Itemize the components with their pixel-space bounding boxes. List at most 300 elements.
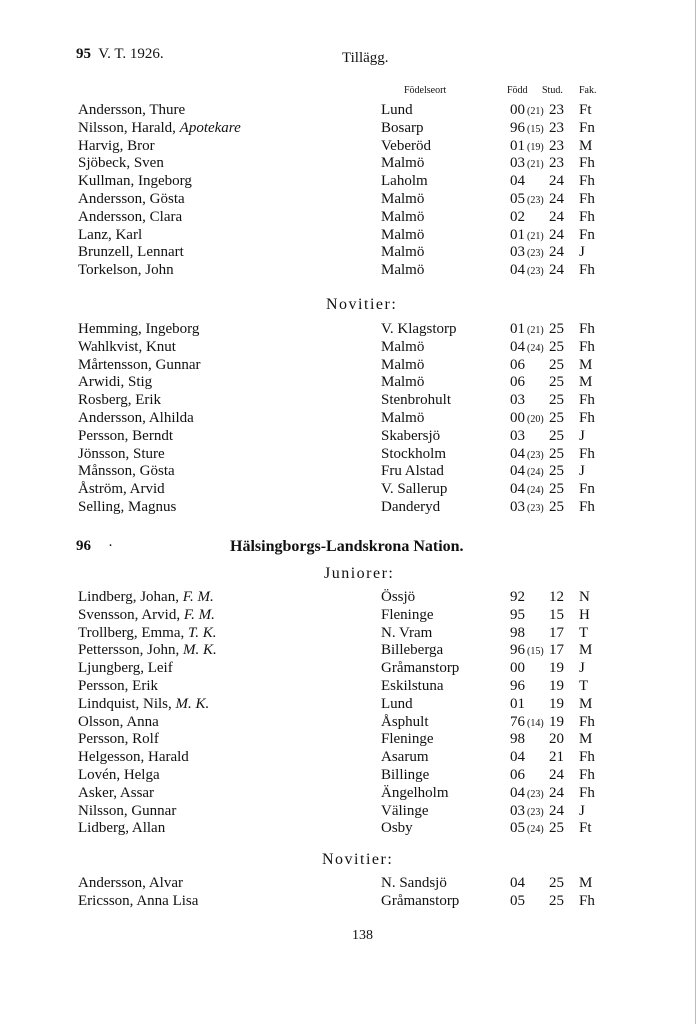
person-name <box>78 749 189 767</box>
faculty: Fh <box>579 155 595 172</box>
running-header <box>76 46 164 63</box>
birthplace: Malmö <box>381 338 425 355</box>
table-row <box>0 138 696 156</box>
name-text: Andersson, Thure <box>78 102 186 118</box>
birthplace: Osby <box>381 820 413 837</box>
person-name <box>78 499 176 517</box>
matriculation-prior: (23) <box>527 449 544 461</box>
person-title: Apotekare <box>179 119 241 136</box>
name-text: Andersson, Clara <box>78 208 183 225</box>
person-name <box>78 660 173 678</box>
table-row <box>0 678 696 696</box>
study-year: 17 <box>549 624 564 641</box>
person-title: M. K. <box>183 642 217 659</box>
person-name <box>78 893 198 911</box>
birthplace: Malmö <box>381 262 425 279</box>
faculty: Fh <box>579 498 595 515</box>
tillagg-list <box>0 102 696 280</box>
table-row <box>0 607 696 625</box>
birth-year: 04 <box>510 338 525 355</box>
name-text: Pettersson, John, <box>78 642 180 659</box>
table-row <box>0 660 696 678</box>
birthplace: Laholm <box>381 173 428 190</box>
faculty: M <box>579 137 593 154</box>
birthplace: Eskilstuna <box>381 677 444 694</box>
table-row <box>0 893 696 911</box>
name-text: Hemming, Ingeborg <box>78 321 200 337</box>
study-year: 25 <box>549 820 564 837</box>
table-row <box>0 392 696 410</box>
table-row <box>0 642 696 660</box>
study-year: 19 <box>549 713 564 730</box>
birthplace: V. Sallerup <box>381 481 448 498</box>
person-name <box>78 446 165 464</box>
faculty: M <box>579 875 593 891</box>
matriculation-prior: (23) <box>527 806 544 818</box>
table-row <box>0 321 696 339</box>
table-row <box>0 357 696 375</box>
birth-year: 06 <box>510 356 525 373</box>
matriculation-prior: (23) <box>527 788 544 800</box>
matriculation-prior: (24) <box>527 342 544 354</box>
study-year: 23 <box>549 102 564 118</box>
nation-dot: · <box>108 538 113 554</box>
birth-year: 05 <box>510 820 525 837</box>
name-text: Lindberg, Johan, <box>78 589 179 605</box>
header-running-title: V. T. 1926. <box>98 46 164 62</box>
study-year: 25 <box>549 498 564 515</box>
table-row <box>0 625 696 643</box>
birth-year: 05 <box>510 190 525 207</box>
birthplace: Malmö <box>381 244 425 261</box>
faculty: M <box>579 374 593 391</box>
matriculation-prior: (15) <box>527 646 544 658</box>
table-row <box>0 102 696 120</box>
nation-title: Hälsingborgs-Landskrona Nation. <box>230 538 464 555</box>
birth-year: 00 <box>510 660 525 677</box>
nation-number: 96 <box>76 538 91 554</box>
matriculation-prior: (24) <box>527 467 544 479</box>
table-row <box>0 374 696 392</box>
faculty: M <box>579 695 593 712</box>
study-year: 25 <box>549 321 564 337</box>
birthplace: Bosarp <box>381 119 424 136</box>
study-year: 25 <box>549 409 564 426</box>
birth-year: 76 <box>510 713 525 730</box>
faculty: J <box>579 427 585 444</box>
matriculation-prior: (20) <box>527 413 544 425</box>
table-row <box>0 481 696 499</box>
study-year: 24 <box>549 766 564 783</box>
name-text: Kullman, Ingeborg <box>78 173 192 190</box>
study-year: 23 <box>549 137 564 154</box>
name-text: Andersson, Alvar <box>78 875 183 891</box>
birth-year: 05 <box>510 892 525 909</box>
birthplace: Lund <box>381 695 413 712</box>
birth-year: 04 <box>510 749 525 766</box>
table-row <box>0 446 696 464</box>
table-row <box>0 209 696 227</box>
birth-year: 04 <box>510 445 525 462</box>
faculty: Fn <box>579 481 595 498</box>
study-year: 24 <box>549 190 564 207</box>
person-name <box>78 625 217 643</box>
faculty: J <box>579 463 585 480</box>
table-row <box>0 262 696 280</box>
birthplace: Malmö <box>381 226 425 243</box>
birthplace: Fru Alstad <box>381 463 444 480</box>
birth-year: 03 <box>510 244 525 261</box>
birth-year: 92 <box>510 589 525 605</box>
birth-year: 04 <box>510 481 525 498</box>
study-year: 25 <box>549 463 564 480</box>
person-name <box>78 244 184 262</box>
birthplace: Asarum <box>381 749 429 766</box>
faculty: M <box>579 642 593 659</box>
birthplace: Stenbrohult <box>381 392 451 409</box>
matriculation-prior: (21) <box>527 325 544 336</box>
study-year: 24 <box>549 173 564 190</box>
birth-year: 00 <box>510 102 525 118</box>
table-row <box>0 731 696 749</box>
person-name <box>78 767 160 785</box>
name-text: Persson, Rolf <box>78 731 159 748</box>
matriculation-prior: (24) <box>527 824 544 836</box>
name-text: Trollberg, Emma, <box>78 624 185 641</box>
table-row <box>0 227 696 245</box>
matriculation-prior: (15) <box>527 123 544 135</box>
table-row <box>0 785 696 803</box>
name-text: Lovén, Helga <box>78 766 160 783</box>
study-year: 17 <box>549 642 564 659</box>
study-year: 19 <box>549 660 564 677</box>
faculty: J <box>579 660 585 677</box>
birthplace: Malmö <box>381 155 425 172</box>
person-name <box>78 321 199 339</box>
name-text: Svensson, Arvid, <box>78 606 181 623</box>
birthplace: Gråmanstorp <box>381 660 460 677</box>
faculty: Fh <box>579 173 595 190</box>
matriculation-prior: (19) <box>527 141 544 153</box>
person-name <box>78 227 142 245</box>
name-text: Brunzell, Lennart <box>78 244 184 261</box>
birth-year: 98 <box>510 624 525 641</box>
name-text: Persson, Berndt <box>78 427 173 444</box>
table-row <box>0 875 696 893</box>
study-year: 23 <box>549 155 564 172</box>
study-year: 24 <box>549 802 564 819</box>
birth-year: 04 <box>510 875 525 891</box>
birthplace: Gråmanstorp <box>381 892 460 909</box>
birth-year: 03 <box>510 802 525 819</box>
birth-year: 98 <box>510 731 525 748</box>
study-year: 25 <box>549 374 564 391</box>
study-year: 25 <box>549 338 564 355</box>
person-name <box>78 138 155 156</box>
person-name <box>78 875 183 893</box>
table-row <box>0 191 696 209</box>
person-name <box>78 392 161 410</box>
birthplace: Danderyd <box>381 498 441 515</box>
faculty: J <box>579 244 585 261</box>
table-row <box>0 120 696 138</box>
faculty: Fn <box>579 226 595 243</box>
birth-year: 95 <box>510 606 525 623</box>
name-text: Mårtensson, Gunnar <box>78 356 201 373</box>
study-year: 24 <box>549 226 564 243</box>
person-name <box>78 803 176 821</box>
table-row <box>0 410 696 428</box>
table-row <box>0 589 696 607</box>
matriculation-prior: (21) <box>527 230 544 242</box>
person-name <box>78 731 159 749</box>
birth-year: 06 <box>510 766 525 783</box>
study-year: 15 <box>549 606 564 623</box>
matriculation-prior: (14) <box>527 717 544 729</box>
name-text: Sjöbeck, Sven <box>78 155 164 172</box>
birthplace: V. Klagstorp <box>381 321 457 337</box>
faculty: T <box>579 677 589 694</box>
novitier-heading-2: Novitier: <box>322 851 394 868</box>
person-name <box>78 374 152 392</box>
person-name <box>78 262 174 280</box>
birth-year: 04 <box>510 463 525 480</box>
table-row <box>0 499 696 517</box>
person-name <box>78 120 241 138</box>
name-text: Selling, Magnus <box>78 498 177 515</box>
study-year: 24 <box>549 244 564 261</box>
person-title: M. K. <box>175 695 210 712</box>
table-row <box>0 749 696 767</box>
person-name <box>78 155 164 173</box>
matriculation-prior: (21) <box>527 159 544 171</box>
faculty: T <box>579 624 589 641</box>
birthplace: Billeberga <box>381 642 444 659</box>
person-name <box>78 714 159 732</box>
birth-year: 03 <box>510 427 525 444</box>
person-name <box>78 589 214 607</box>
birthplace: Fleninge <box>381 731 434 748</box>
birthplace: Malmö <box>381 356 425 373</box>
page-number: 138 <box>352 928 373 943</box>
novitier-list-2 <box>0 875 696 911</box>
person-name <box>78 102 185 120</box>
table-row <box>0 463 696 481</box>
matriculation-prior: (21) <box>527 106 544 117</box>
faculty: N <box>579 589 590 605</box>
juniorer-heading: Juniorer: <box>324 565 395 582</box>
birth-year: 03 <box>510 498 525 515</box>
faculty: Fh <box>579 784 595 801</box>
col-label-place: Födelseort <box>404 85 447 96</box>
name-text: Jönsson, Sture <box>78 445 165 462</box>
name-text: Andersson, Alhilda <box>78 409 194 426</box>
study-year: 25 <box>549 427 564 444</box>
name-text: Nilsson, Harald, <box>78 119 176 136</box>
name-text: Persson, Erik <box>78 677 158 694</box>
birthplace: Malmö <box>381 208 425 225</box>
table-row <box>0 428 696 446</box>
name-text: Åström, Arvid <box>78 481 165 498</box>
name-text: Harvig, Bror <box>78 137 155 154</box>
study-year: 19 <box>549 677 564 694</box>
col-label-stud: Stud. <box>542 85 563 96</box>
birthplace: N. Vram <box>381 624 433 641</box>
novitier-list-1 <box>0 321 696 517</box>
birth-year: 01 <box>510 321 525 337</box>
study-year: 25 <box>549 481 564 498</box>
person-name <box>78 785 154 803</box>
birth-year: 06 <box>510 374 525 391</box>
birthplace: Skabersjö <box>381 427 441 444</box>
person-name <box>78 642 217 660</box>
table-row <box>0 714 696 732</box>
faculty: Fh <box>579 208 595 225</box>
novitier-heading-1: Novitier: <box>326 296 398 313</box>
faculty: Fh <box>579 445 595 462</box>
birthplace: Veberöd <box>381 137 431 154</box>
study-year: 23 <box>549 119 564 136</box>
name-text: Andersson, Gösta <box>78 190 185 207</box>
name-text: Lindquist, Nils, <box>78 695 172 712</box>
birthplace: Välinge <box>381 802 429 819</box>
study-year: 25 <box>549 875 564 891</box>
name-text: Rosberg, Erik <box>78 392 162 409</box>
birthplace: N. Sandsjö <box>381 875 447 891</box>
faculty: M <box>579 731 593 748</box>
birthplace: Lund <box>381 102 413 118</box>
person-name <box>78 209 182 227</box>
birth-year: 02 <box>510 208 525 225</box>
name-text: Olsson, Anna <box>78 713 159 730</box>
table-row <box>0 767 696 785</box>
faculty: Fh <box>579 190 595 207</box>
col-label-fak: Fak. <box>579 85 597 96</box>
table-row <box>0 244 696 262</box>
birthplace: Malmö <box>381 409 425 426</box>
faculty: J <box>579 802 585 819</box>
study-year: 24 <box>549 262 564 279</box>
faculty: Fh <box>579 749 595 766</box>
faculty: M <box>579 356 593 373</box>
table-row <box>0 820 696 838</box>
matriculation-prior: (23) <box>527 266 544 278</box>
faculty: Fh <box>579 409 595 426</box>
page-title: Tillägg. <box>342 50 389 66</box>
faculty: H <box>579 606 590 623</box>
name-text: Arwidi, Stig <box>78 374 153 391</box>
name-text: Helgesson, Harald <box>78 749 189 766</box>
faculty: Fh <box>579 892 595 909</box>
birthplace: Billinge <box>381 766 430 783</box>
person-name <box>78 820 165 838</box>
birth-year: 04 <box>510 784 525 801</box>
birthplace: Malmö <box>381 190 425 207</box>
study-year: 24 <box>549 784 564 801</box>
birth-year: 01 <box>510 137 525 154</box>
person-name <box>78 357 200 375</box>
birthplace: Stockholm <box>381 445 447 462</box>
juniorer-list <box>0 589 696 838</box>
birthplace: Ängelholm <box>381 784 449 801</box>
person-name <box>78 678 158 696</box>
table-row <box>0 803 696 821</box>
faculty: Fh <box>579 392 595 409</box>
faculty: Fh <box>579 766 595 783</box>
name-text: Månsson, Gösta <box>78 463 175 480</box>
study-year: 25 <box>549 892 564 909</box>
study-year: 12 <box>549 589 564 605</box>
person-name <box>78 696 209 714</box>
table-row <box>0 173 696 191</box>
person-name <box>78 191 185 209</box>
header-number: 95 <box>76 46 91 62</box>
birth-year: 96 <box>510 119 525 136</box>
faculty: Ft <box>579 820 592 837</box>
birthplace: Malmö <box>381 374 425 391</box>
faculty: Fh <box>579 713 595 730</box>
study-year: 20 <box>549 731 564 748</box>
faculty: Fh <box>579 338 595 355</box>
matriculation-prior: (24) <box>527 485 544 497</box>
study-year: 24 <box>549 208 564 225</box>
birthplace: Össjö <box>381 589 416 605</box>
person-name <box>78 463 175 481</box>
name-text: Wahlkvist, Knut <box>78 338 176 355</box>
person-title: F. M. <box>182 589 214 605</box>
birth-year: 01 <box>510 695 525 712</box>
study-year: 21 <box>549 749 564 766</box>
study-year: 19 <box>549 695 564 712</box>
study-year: 25 <box>549 356 564 373</box>
study-year: 25 <box>549 392 564 409</box>
study-year: 25 <box>549 445 564 462</box>
faculty: Ft <box>579 102 592 118</box>
faculty: Fh <box>579 321 595 337</box>
birthplace: Åsphult <box>381 713 429 730</box>
birth-year: 03 <box>510 155 525 172</box>
name-text: Ljungberg, Leif <box>78 660 173 677</box>
person-name <box>78 607 215 625</box>
matriculation-prior: (23) <box>527 248 544 260</box>
matriculation-prior: (23) <box>527 194 544 206</box>
person-name <box>78 339 176 357</box>
matriculation-prior: (23) <box>527 502 544 514</box>
table-row <box>0 696 696 714</box>
birth-year: 03 <box>510 392 525 409</box>
person-name <box>78 410 194 428</box>
birth-year: 01 <box>510 226 525 243</box>
name-text: Nilsson, Gunnar <box>78 802 177 819</box>
table-row <box>0 155 696 173</box>
person-title: T. K. <box>188 624 217 641</box>
faculty: Fn <box>579 119 595 136</box>
birth-year: 04 <box>510 173 525 190</box>
name-text: Lanz, Karl <box>78 226 143 243</box>
name-text: Torkelson, John <box>78 262 174 279</box>
person-name <box>78 173 192 191</box>
name-text: Ericsson, Anna Lisa <box>78 892 199 909</box>
person-name <box>78 481 165 499</box>
name-text: Lidberg, Allan <box>78 820 166 837</box>
birth-year: 00 <box>510 409 525 426</box>
col-label-born: Född <box>507 85 528 96</box>
faculty: Fh <box>579 262 595 279</box>
name-text: Asker, Assar <box>78 784 155 801</box>
birthplace: Fleninge <box>381 606 434 623</box>
birth-year: 96 <box>510 642 525 659</box>
table-row <box>0 339 696 357</box>
